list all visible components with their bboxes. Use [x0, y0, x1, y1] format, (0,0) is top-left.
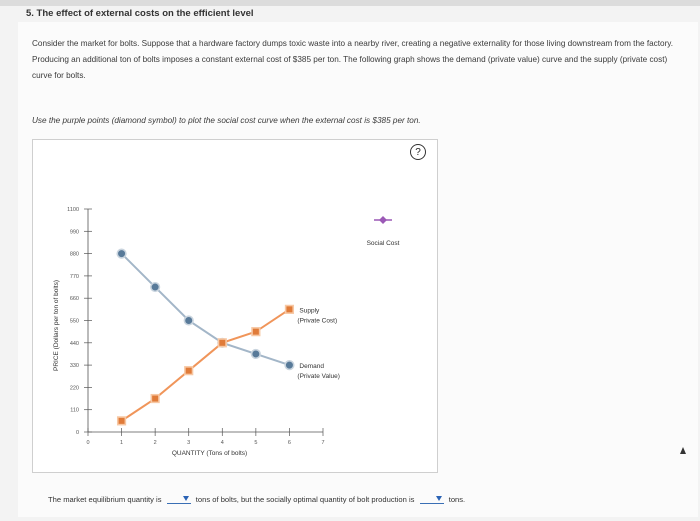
- y-tick-label: 550: [69, 318, 79, 325]
- graph-instruction: Use the purple points (diamond symbol) to plot the social cost curve when the external cost is $385 per ton.: [32, 116, 421, 125]
- demand-label: Demand: [299, 363, 325, 371]
- x-tick-label: 5: [254, 440, 258, 446]
- y-tick-label: 1100: [67, 207, 79, 213]
- help-icon[interactable]: ?: [410, 144, 426, 160]
- x-tick-label: 4: [220, 440, 224, 446]
- equilibrium-quantity-dropdown[interactable]: [167, 494, 191, 504]
- demand-point: [184, 316, 193, 325]
- answer-text-1: The market equilibrium quantity is: [48, 494, 162, 504]
- x-tick-label: 3: [187, 440, 191, 446]
- answer-text-2: tons of bolts, but the socially optimal quantity of bolt production is: [195, 494, 415, 504]
- demand-point: [151, 283, 160, 292]
- demand-point: [285, 361, 294, 370]
- y-tick-label: 110: [70, 407, 79, 414]
- top-bar: [0, 0, 700, 6]
- y-tick-label: 990: [69, 229, 79, 236]
- question-title: 5. The effect of external costs on the efficient level: [26, 8, 254, 19]
- answer-row: [48, 494, 465, 504]
- supply-point: [252, 328, 260, 336]
- supply-point: [185, 367, 193, 375]
- y-tick-label: 330: [69, 363, 79, 370]
- diamond-icon[interactable]: [379, 216, 387, 224]
- x-tick-label: 2: [153, 440, 157, 446]
- series-line-0: [122, 254, 290, 366]
- optimal-quantity-dropdown[interactable]: [420, 494, 444, 504]
- answer-text-3: tons.: [448, 494, 466, 504]
- graph-area[interactable]: [32, 139, 438, 473]
- series-line-1: [122, 309, 290, 421]
- y-axis-label: PRICE (Dollars per ton of bolts): [53, 279, 60, 372]
- x-tick-label: 0: [86, 440, 90, 446]
- mouse-cursor-icon: [680, 447, 686, 454]
- supply-label-sub: (Private Cost): [297, 317, 338, 325]
- y-tick-label: 0: [75, 430, 79, 436]
- y-tick-label: 660: [69, 296, 79, 303]
- social-cost-legend-label: Social Cost: [366, 240, 400, 247]
- demand-label-sub: (Private Value): [297, 373, 340, 381]
- y-tick-label: 440: [69, 340, 79, 347]
- supply-point: [286, 306, 294, 314]
- x-tick-label: 6: [287, 440, 291, 446]
- chart-svg[interactable]: [33, 140, 437, 472]
- x-axis-label: QUANTITY (Tons of bolts): [171, 450, 248, 457]
- question-prompt: Consider the market for bolts. Suppose that a hardware factory dumps toxic waste into a nearby river, creating a negative externality for those living downstream from the factory. Producing an additional ton of bolts imposes a constant external cost of $385 per ton. The following graph shows the demand (private value) curve and the supply (private cost) curve for bolts.: [32, 39, 674, 80]
- x-tick-label: 1: [120, 440, 124, 446]
- y-tick-label: 880: [69, 251, 79, 258]
- supply-point: [151, 395, 159, 403]
- y-tick-label: 770: [69, 273, 79, 280]
- supply-point: [118, 417, 126, 425]
- demand-point: [117, 249, 126, 258]
- demand-point: [252, 350, 261, 359]
- y-tick-label: 220: [69, 385, 79, 392]
- x-tick-label: 7: [321, 440, 325, 446]
- supply-label: Supply: [299, 307, 320, 315]
- supply-point: [218, 339, 226, 347]
